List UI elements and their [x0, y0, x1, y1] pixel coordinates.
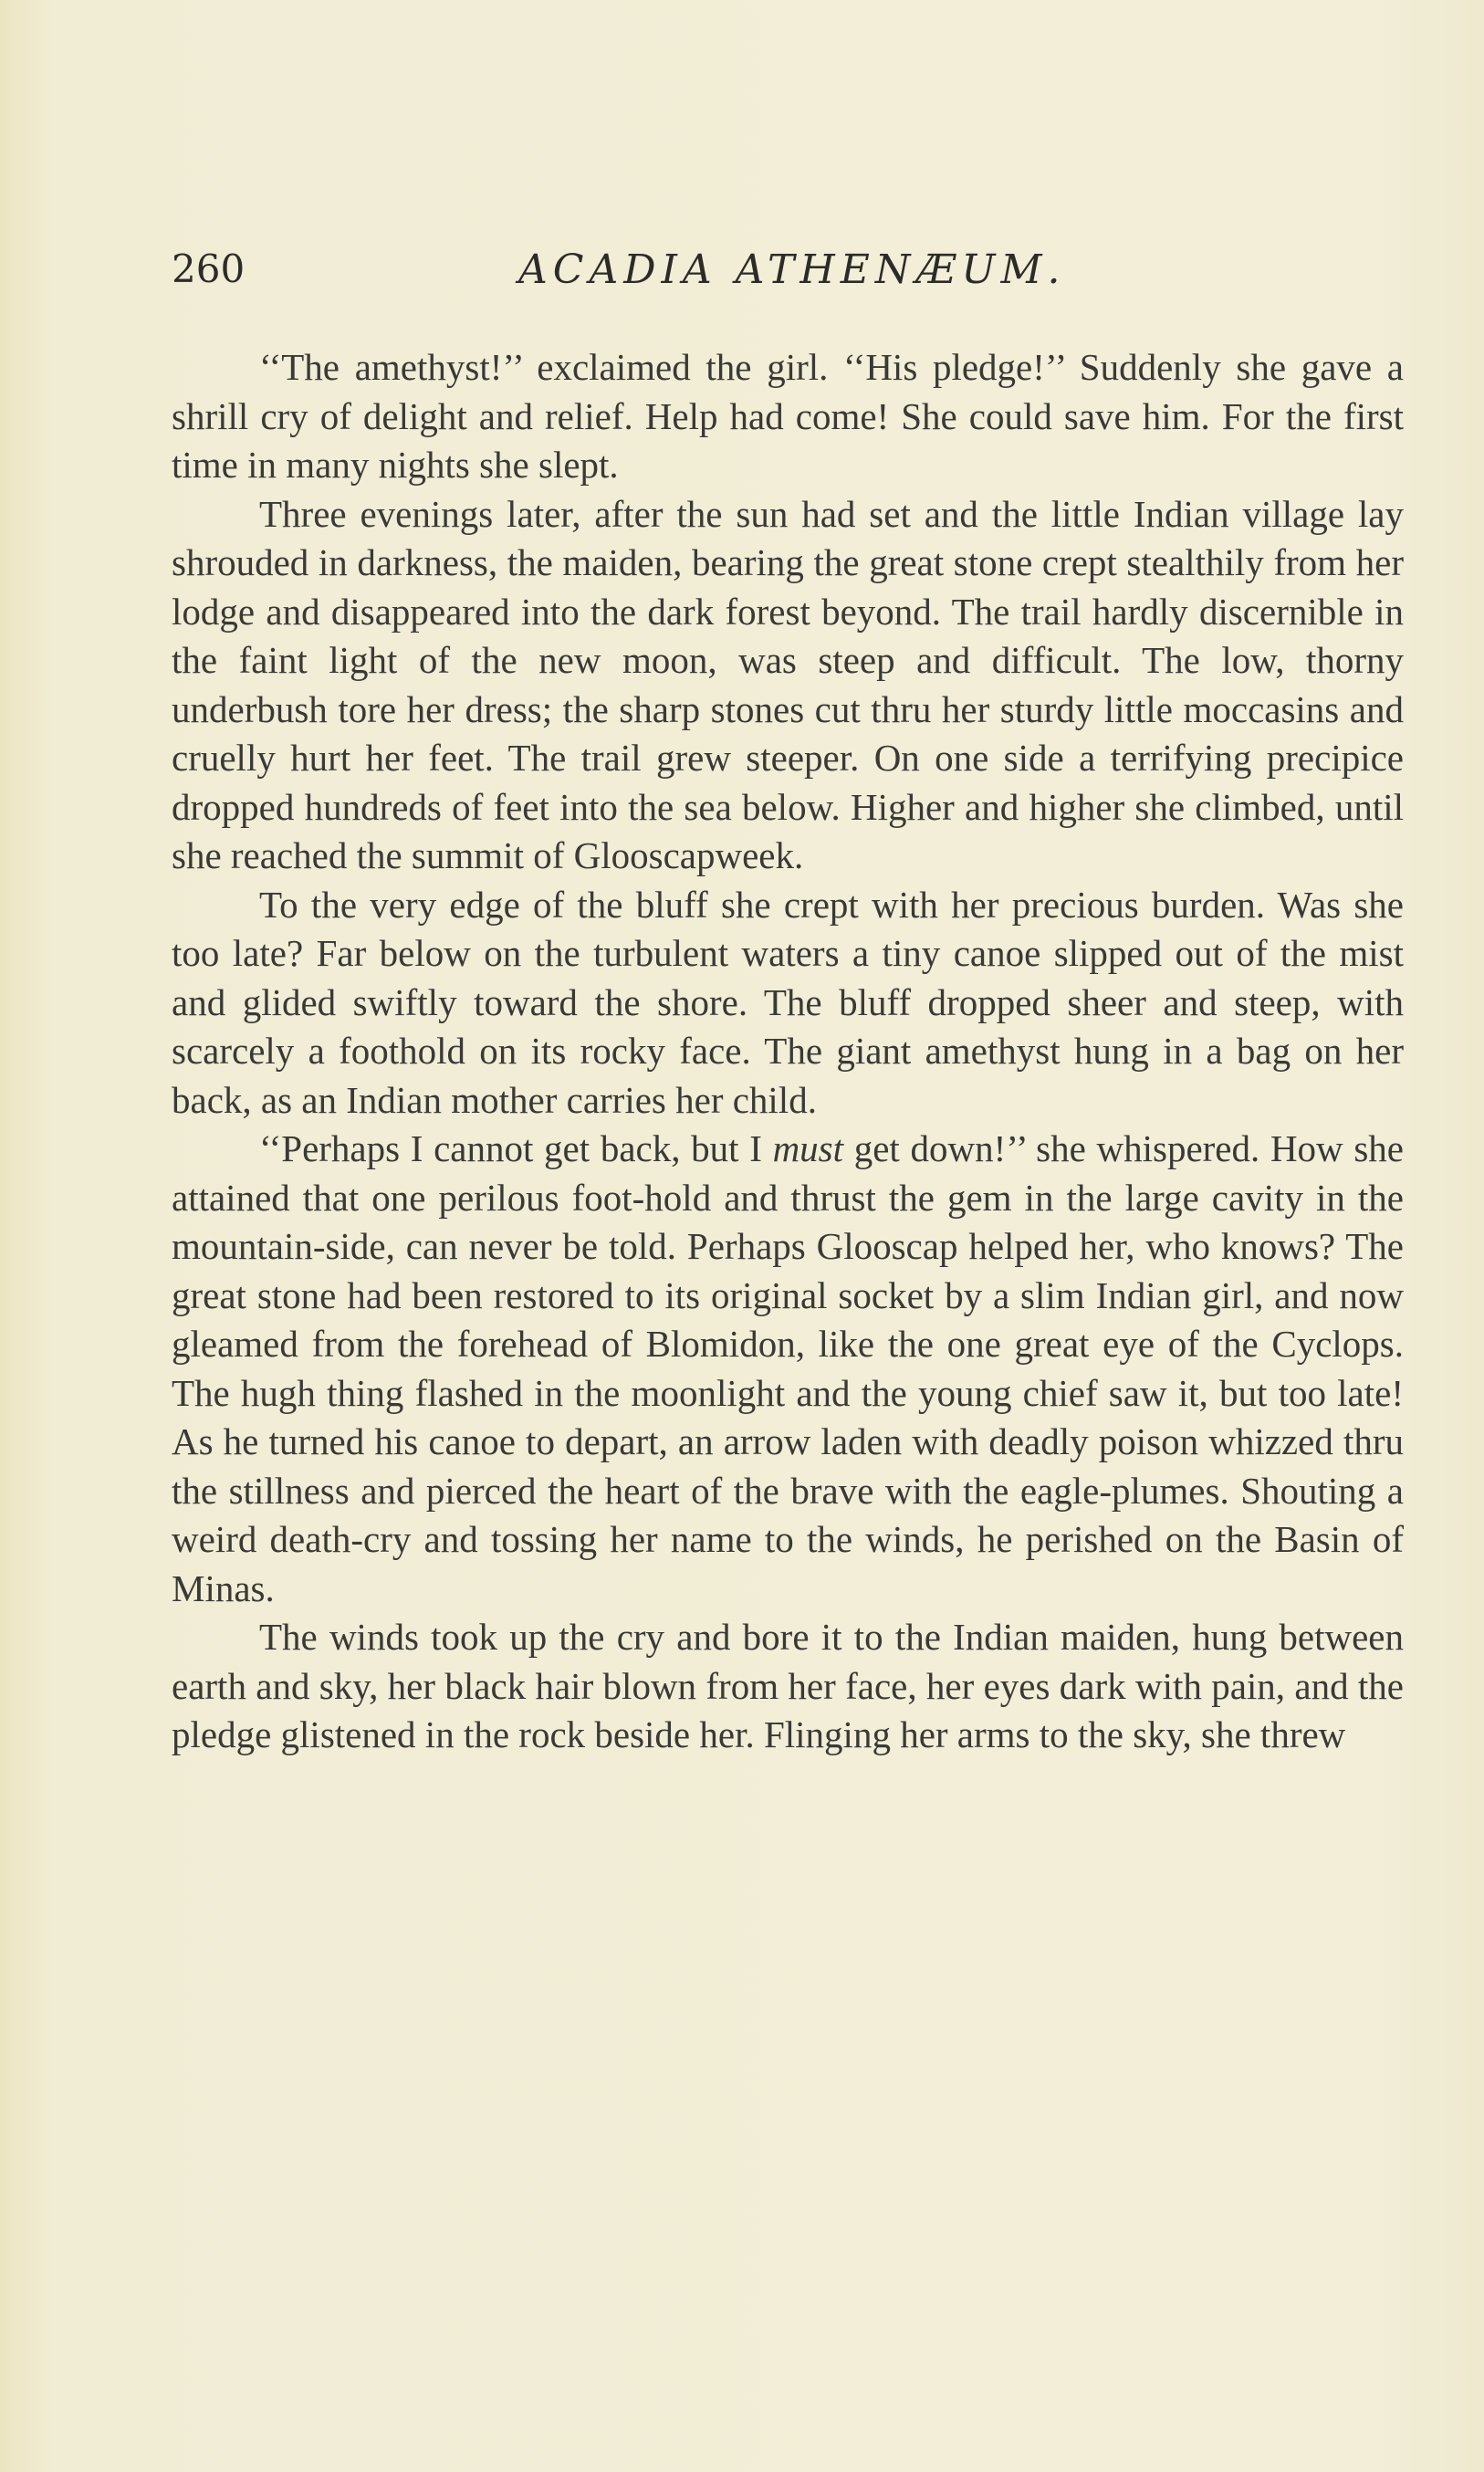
- paragraph-3: To the very edge of the bluff she crept with her precious burden. Was she too late? Far below on the turbulent waters a tiny canoe slipped out of the mist and glided swiftly toward the shore. The bluff dropped sheer and steep, with scarcely a foothold on its rocky face. The giant amethyst hung in a bag on her back, as an Indian mother carries her child.: [172, 883, 1404, 1121]
- paragraph-4-part-a: ‘‘Perhaps I cannot get back, but I: [259, 1127, 773, 1169]
- page-header: [172, 246, 1404, 301]
- paragraph-5: The winds took up the cry and bore it to the Indian maiden, hung between earth and sky, her black hair blown from her face, her eyes dark with pain, and the pledge glistened in the rock beside her. Flinging her arms to the sky, she threw: [172, 1616, 1404, 1755]
- paragraph-4: [172, 1125, 1404, 1613]
- paragraph-4-part-b: get down!’’ she whispered. How she attained that one perilous foot-hold and thrust the gem in the large cavity in the mountain-side, can never be told. Perhaps Glooscap helped her, who knows? The great stone had been restored to its original socket by a slim Indian girl, and now gleamed from the forehead of Blomidon, like the one great eye of the Cyclops. The hugh thing flashed in the moonlight and the young chief saw it, but too late! As he turned his canoe to depart, an arrow laden with deadly poison whizzed thru the stillness and pierced the heart of the brave with the eagle-plumes. Shouting a weird death-cry and tossing her name to the winds, he perished on the Basin of Minas.: [172, 1127, 1404, 1609]
- page-number: 260: [172, 246, 246, 291]
- body-text: [172, 343, 1404, 1760]
- running-title: ACADIA ATHENÆUM.: [518, 246, 1066, 293]
- paragraph-2: Three evenings later, after the sun had set and the little Indian village lay shrouded in darkness, the maiden, bearing the great stone crept stealthily from her lodge and disappeared into the dark forest beyond. The trail hardly discernible in the faint light of the new moon, was steep and difficult. The low, thorny underbush tore her dress; the sharp stones cut thru her sturdy little moccasins and cruelly hurt her feet. The trail grew steeper. On one side a terrifying precipice dropped hundreds of feet into the sea below. Higher and higher she climbed, until she reached the summit of Glooscapweek.: [172, 492, 1404, 876]
- emphasis-must: must: [772, 1127, 844, 1169]
- paragraph-1: ‘‘The amethyst!’’ exclaimed the girl. ‘‘His pledge!’’ Suddenly she gave a shrill cry of delight and relief. Help had come! She could save him. For the first time in many nights she slept.: [172, 346, 1404, 486]
